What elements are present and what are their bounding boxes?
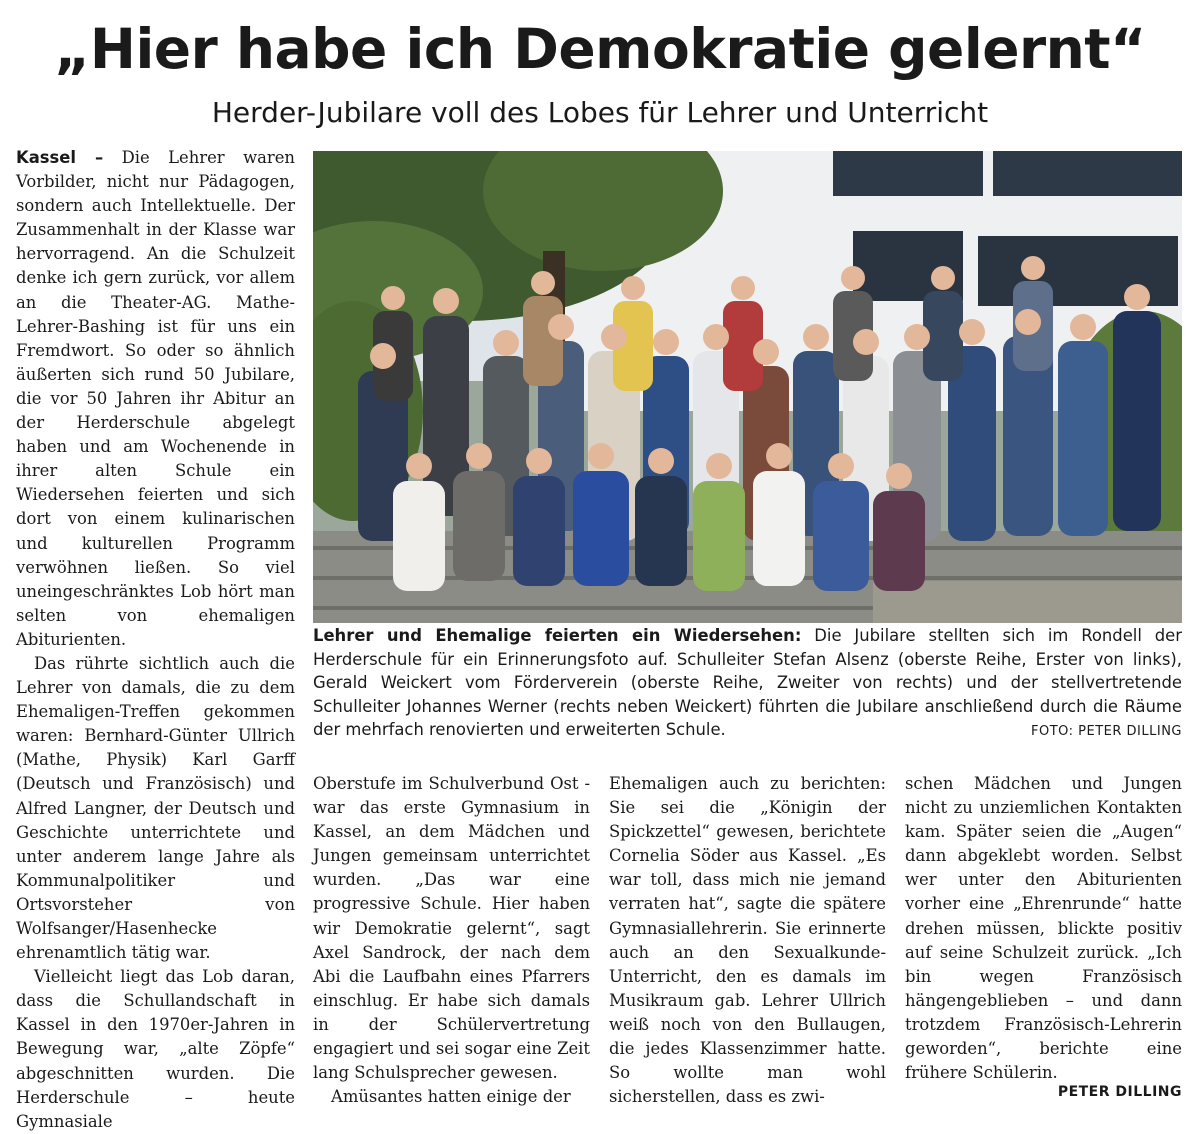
headline: „Hier habe ich Demokratie gelernt“ — [54, 17, 1146, 81]
article-paragraph: Ehemaligen auch zu berichten: Sie sei die „Königin der Spickzettel“ gewesen, berichtete Cornelia Söder aus Kassel. „Es war toll, dass mich nie jemand verraten hat“, sagte die spätere Gymnasiallehrerin. Sie erinnerte auch an den Sexualkunde-Unterricht, den es damals im Musikraum gab. Lehrer Ullrich weiß noch von den Bullaugen, die jedes Klassenzimmer hatte. So wollte man wohl sicherstellen, dass es zwi- — [609, 774, 886, 1107]
article-paragraph: Vielleicht liegt das Lob daran, dass die Schullandschaft in Kassel in den 1970er-Jahren in Bewegung war, „alte Zöpfe“ abgeschnitten wurden. Die Herderschule – heute Gymnasiale — [16, 967, 295, 1131]
author-byline: PETER DILLING — [1057, 1084, 1182, 1100]
group-photo — [313, 151, 1182, 623]
paragraph-text: Die Lehrer waren Vorbilder, nicht nur Pädagogen, sondern auch Intellektuelle. Der Zusammenhalt in der Klasse war hervorragend. An die Schulzeit denke ich gern zurück, vor allem an die Theater-AG. Mathe-Lehrer-Bashing ist für uns ein Fremdwort. So oder so ähnlich äußerten sich rund 50 Jubilare, die vor 50 Jahren ihr Abitur an der Herderschule abgelegt haben und am Wochenende in ihrer alten Schule ein Wiedersehen feierten und sich dort von einem kulinarischen und kulturellen Programm verwöhnen ließen. So viel uneingeschränktes Lob hört man selten von ehemaligen Abiturienten. — [16, 148, 295, 649]
article-paragraph — [16, 146, 295, 652]
subheadline: Herder-Jubilare voll des Lobes für Lehrer und Unterricht — [211, 96, 989, 129]
caption-text: Die Jubilare stellten sich im Rondell der Herderschule für ein Erinnerungsfoto auf. Schulleiter Stefan Alsenz (oberste Reihe, Erster von links), Gerald Weickert vom Förderverein (oberste Reihe, Zweiter von rechts) und der stellvertretende Schulleiter Johannes Werner (rechts neben Weickert) führten die Jubilare anschließend durch die Räume der mehrfach renovierten und erweiterten Schule. — [313, 626, 1182, 739]
article-column-3 — [609, 772, 886, 1109]
caption-lead: Lehrer und Ehemalige feierten ein Wiedersehen: — [313, 626, 802, 645]
article-column-1 — [16, 146, 295, 1134]
article-paragraph: Amüsantes hatten einige der — [331, 1087, 571, 1107]
article-paragraph: Das rührte sichtlich auch die Lehrer von damals, die zu dem Ehemaligen-Treffen gekommen waren: Bernhard-Günter Ullrich (Mathe, Physik) Karl Garff (Deutsch und Französisch) und Alfred Langner, der Deutsch und Geschichte unterrichtete und unter anderem lange Jahre als Kommunalpolitiker und Ortsvorsteher von Wolfsanger/Hasenhecke ehrenamtlich tätig war. — [16, 653, 295, 963]
photo-credit: FOTO: PETER DILLING — [1030, 724, 1182, 739]
article-column-2 — [313, 772, 590, 1109]
article-paragraph: schen Mädchen und Jungen nicht zu unziemlichen Kontakten kam. Später seien die „Augen“ dann abgeklebt worden. Selbst wer unter den Abiturienten vorher eine „Ehrenrunde“ hatte drehen müssen, blickte positiv auf seine Schulzeit zurück. „Ich bin wegen Französisch hängengeblieben – und dann trotzdem Französisch-Lehrerin geworden“, berichte eine frühere Schülerin. — [905, 774, 1182, 1083]
article-column-4 — [905, 772, 1182, 1085]
article-paragraph: Oberstufe im Schulverbund Ost - war das erste Gymnasium in Kassel, an dem Mädchen und Jungen gemeinsam unterrichtet wurden. „Das war eine progressive Schule. Hier haben wir Demokratie gelernt“, sagt Axel Sandrock, der nach dem Abi die Laufbahn eines Pfarrers einschlug. Er habe sich damals in der Schülervertretung engagiert und sei sogar eine Zeit lang Schulsprecher gewesen. — [313, 774, 590, 1083]
group-photo-image — [313, 151, 1182, 623]
dateline: Kassel – — [16, 148, 104, 167]
